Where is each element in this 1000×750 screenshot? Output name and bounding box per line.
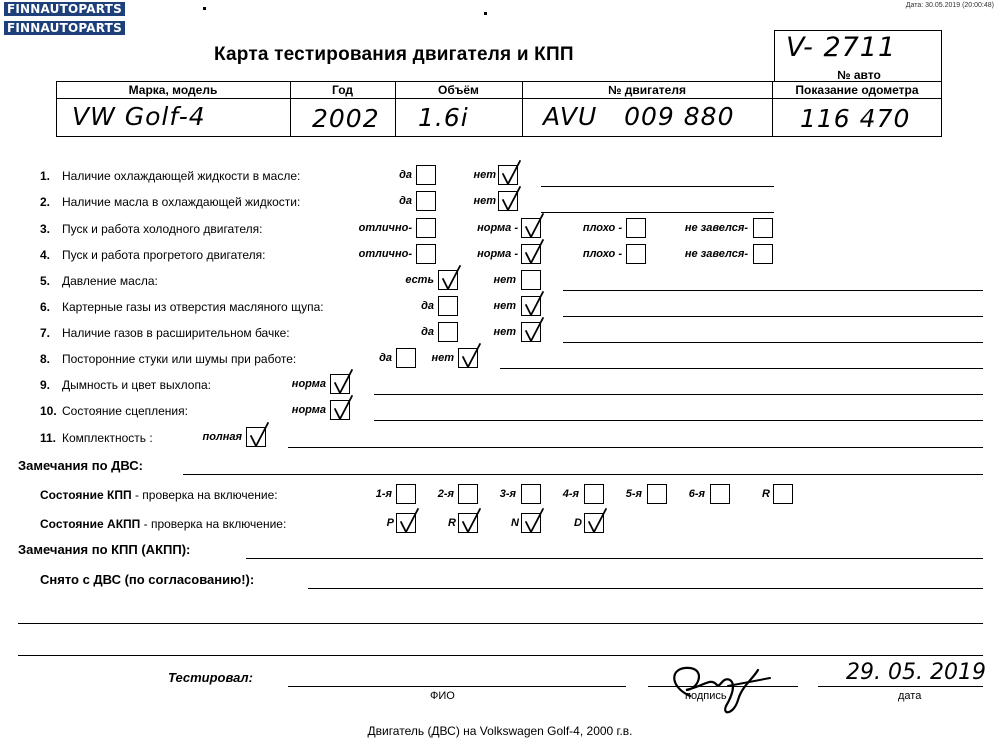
checkbox-no[interactable] xyxy=(458,348,478,368)
gear-label: 2-я xyxy=(437,488,454,500)
option-label: да xyxy=(399,169,412,181)
item-number: 8. xyxy=(40,352,51,366)
checkmark-icon xyxy=(332,369,354,395)
item-number: 7. xyxy=(40,326,51,340)
item-question: Пуск и работа холодного двигателя: xyxy=(62,222,263,236)
gear-6-checkbox[interactable] xyxy=(710,484,730,504)
checkmark-icon xyxy=(460,508,482,534)
item-number: 9. xyxy=(40,378,51,392)
item-number: 3. xyxy=(40,222,51,236)
checkmark-icon xyxy=(523,239,545,265)
odometer-value: 116 470 xyxy=(800,104,911,133)
option-label: отлично- xyxy=(358,222,412,234)
checkbox-no[interactable] xyxy=(498,191,518,211)
option-label: нет xyxy=(493,300,516,312)
item-question: Картерные газы из отверстия масляного щупа: xyxy=(62,300,324,314)
notes-line xyxy=(288,447,983,448)
checkbox-yes[interactable] xyxy=(416,191,436,211)
checkbox-not-started[interactable] xyxy=(753,244,773,264)
gearbox-remarks-label: Замечания по КПП (АКПП): xyxy=(18,542,191,557)
option-label: нет xyxy=(473,169,496,181)
header-row-divider xyxy=(56,98,942,99)
odometer-header: Показание одометра xyxy=(795,83,919,97)
date-value: 29. 05. 2019 xyxy=(846,660,986,685)
watermark-line-1: FINNAUTOPARTS xyxy=(4,2,125,16)
auto-gearbox-desc: - проверка на включение: xyxy=(140,517,287,531)
option-label: норма - xyxy=(477,248,518,260)
checkbox-normal[interactable] xyxy=(330,400,350,420)
checkmark-icon xyxy=(398,508,420,534)
fio-label: ФИО xyxy=(430,690,455,702)
option-label: нет xyxy=(473,195,496,207)
auto-number-value: V- 2711 xyxy=(786,32,897,63)
option-label: не завелся- xyxy=(684,222,748,234)
checkbox-bad[interactable] xyxy=(626,244,646,264)
auto-gearbox-title: Состояние АКПП xyxy=(40,517,141,531)
option-label: да xyxy=(379,352,392,364)
gear-1-checkbox[interactable] xyxy=(396,484,416,504)
auto-gearbox-label xyxy=(40,517,286,531)
gear-p-checkbox[interactable] xyxy=(396,513,416,533)
gear-5-checkbox[interactable] xyxy=(647,484,667,504)
checkmark-icon xyxy=(332,395,354,421)
option-label: нет xyxy=(431,352,454,364)
option-label: плохо - xyxy=(582,222,622,234)
option-label: нет xyxy=(493,274,516,286)
gear-2-checkbox[interactable] xyxy=(458,484,478,504)
item-question: Дымность и цвет выхлопа: xyxy=(62,378,211,392)
gearbox-remarks-line xyxy=(246,558,983,559)
checkbox-complete[interactable] xyxy=(246,427,266,447)
checkbox-not-started[interactable] xyxy=(753,218,773,238)
item-number: 11. xyxy=(40,431,57,445)
checkmark-icon xyxy=(248,422,270,448)
gear-label: 5-я xyxy=(625,488,642,500)
checkmark-icon xyxy=(523,317,545,343)
gear-3-checkbox[interactable] xyxy=(521,484,541,504)
notes-line xyxy=(563,342,983,343)
item-number: 6. xyxy=(40,300,51,314)
checkmark-icon xyxy=(460,343,482,369)
option-label: да xyxy=(399,195,412,207)
gear-r-checkbox[interactable] xyxy=(773,484,793,504)
checkbox-normal[interactable] xyxy=(521,244,541,264)
scan-mark xyxy=(484,12,487,15)
option-label: не завелся- xyxy=(684,248,748,260)
year-value: 2002 xyxy=(312,104,380,133)
gear-n-checkbox[interactable] xyxy=(521,513,541,533)
date-line xyxy=(818,686,983,687)
checkmark-icon xyxy=(586,508,608,534)
item-number: 10. xyxy=(40,404,57,418)
checkbox-normal[interactable] xyxy=(330,374,350,394)
gear-label: R xyxy=(448,517,456,529)
item-question: Наличие охлаждающей жидкости в масле: xyxy=(62,169,301,183)
blank-line xyxy=(18,655,983,656)
form-title: Карта тестирования двигателя и КПП xyxy=(214,44,574,65)
gear-label: R xyxy=(762,488,770,500)
gear-label: P xyxy=(386,517,394,529)
option-label: да xyxy=(421,326,434,338)
engine-remarks-label: Замечания по ДВС: xyxy=(18,458,143,473)
blank-line xyxy=(18,623,983,624)
manual-gearbox-desc: - проверка на включение: xyxy=(131,488,278,502)
checkmark-icon xyxy=(500,186,522,212)
engine-number-value: AVU 009 880 xyxy=(543,102,735,131)
auto-number-label: № авто xyxy=(837,68,881,82)
engine-number-header: № двигателя xyxy=(608,83,686,97)
option-label: нет xyxy=(493,326,516,338)
gear-label: D xyxy=(574,517,582,529)
removed-line xyxy=(308,588,983,589)
checkbox-yes[interactable] xyxy=(438,296,458,316)
option-label: норма xyxy=(291,404,326,416)
item-question: Посторонние стуки или шумы при работе: xyxy=(62,352,297,366)
notes-line xyxy=(563,316,983,317)
gear-label: 1-я xyxy=(375,488,392,500)
checkbox-absent[interactable] xyxy=(521,270,541,290)
gear-r-auto-checkbox[interactable] xyxy=(458,513,478,533)
gear-d-checkbox[interactable] xyxy=(584,513,604,533)
checkmark-icon xyxy=(523,508,545,534)
fio-line xyxy=(288,686,626,687)
checkbox-present[interactable] xyxy=(438,270,458,290)
gear-label: N xyxy=(511,517,519,529)
make-model-header: Марка, модель xyxy=(128,83,218,97)
checkmark-icon xyxy=(500,160,522,186)
gear-4-checkbox[interactable] xyxy=(584,484,604,504)
date-label: дата xyxy=(898,690,922,702)
signature-scribble xyxy=(660,656,780,720)
checkbox-yes[interactable] xyxy=(438,322,458,342)
item-question: Состояние сцепления: xyxy=(62,404,188,418)
gear-label: 3-я xyxy=(499,488,516,500)
signature-label: подпись xyxy=(685,690,727,702)
manual-gearbox-title: Состояние КПП xyxy=(40,488,132,502)
item-question: Наличие газов в расширительном бачке: xyxy=(62,326,290,340)
gear-label: 6-я xyxy=(688,488,705,500)
checkbox-normal[interactable] xyxy=(521,218,541,238)
option-label: норма xyxy=(291,378,326,390)
print-date-stamp: Дата: 30.05.2019 (20:00:48) xyxy=(905,2,994,9)
page-caption: Двигатель (ДВС) на Volkswagen Golf-4, 2000 г.в. xyxy=(367,724,633,738)
notes-line xyxy=(563,290,983,291)
checkmark-icon xyxy=(440,265,462,291)
item-question: Давление масла: xyxy=(62,274,158,288)
checkbox-no[interactable] xyxy=(521,296,541,316)
checkbox-bad[interactable] xyxy=(626,218,646,238)
notes-line xyxy=(541,212,774,213)
option-label: отлично- xyxy=(358,248,412,260)
scan-mark xyxy=(203,7,206,10)
item-number: 4. xyxy=(40,248,51,262)
option-label: да xyxy=(421,300,434,312)
year-header: Год xyxy=(332,83,353,97)
item-question: Наличие масла в охлаждающей жидкости: xyxy=(62,195,301,209)
checkbox-excellent[interactable] xyxy=(416,218,436,238)
notes-line xyxy=(374,420,983,421)
engine-remarks-line xyxy=(183,474,983,475)
item-number: 5. xyxy=(40,274,51,288)
checkbox-no[interactable] xyxy=(521,322,541,342)
option-label: норма - xyxy=(477,222,518,234)
make-model-value: VW Golf-4 xyxy=(72,102,206,131)
checkbox-yes[interactable] xyxy=(416,165,436,185)
option-label: плохо - xyxy=(582,248,622,260)
item-question: Пуск и работа прогретого двигателя: xyxy=(62,248,266,262)
notes-line xyxy=(500,368,983,369)
item-question: Комплектность : xyxy=(62,431,153,445)
notes-line xyxy=(541,186,774,187)
notes-line xyxy=(374,394,983,395)
checkbox-no[interactable] xyxy=(498,165,518,185)
checkmark-icon xyxy=(523,291,545,317)
checkmark-icon xyxy=(523,213,545,239)
option-label: полная xyxy=(202,431,242,443)
item-number: 2. xyxy=(40,195,51,209)
item-number: 1. xyxy=(40,169,51,183)
watermark-line-2: FINNAUTOPARTS xyxy=(4,21,125,35)
volume-value: 1.6i xyxy=(418,103,469,132)
gear-label: 4-я xyxy=(562,488,579,500)
removed-label: Снято с ДВС (по согласованию!): xyxy=(40,572,255,587)
manual-gearbox-label xyxy=(40,488,278,502)
volume-header: Объём xyxy=(438,83,479,97)
checkbox-excellent[interactable] xyxy=(416,244,436,264)
option-label: есть xyxy=(405,274,434,286)
tested-label: Тестировал: xyxy=(168,670,253,685)
